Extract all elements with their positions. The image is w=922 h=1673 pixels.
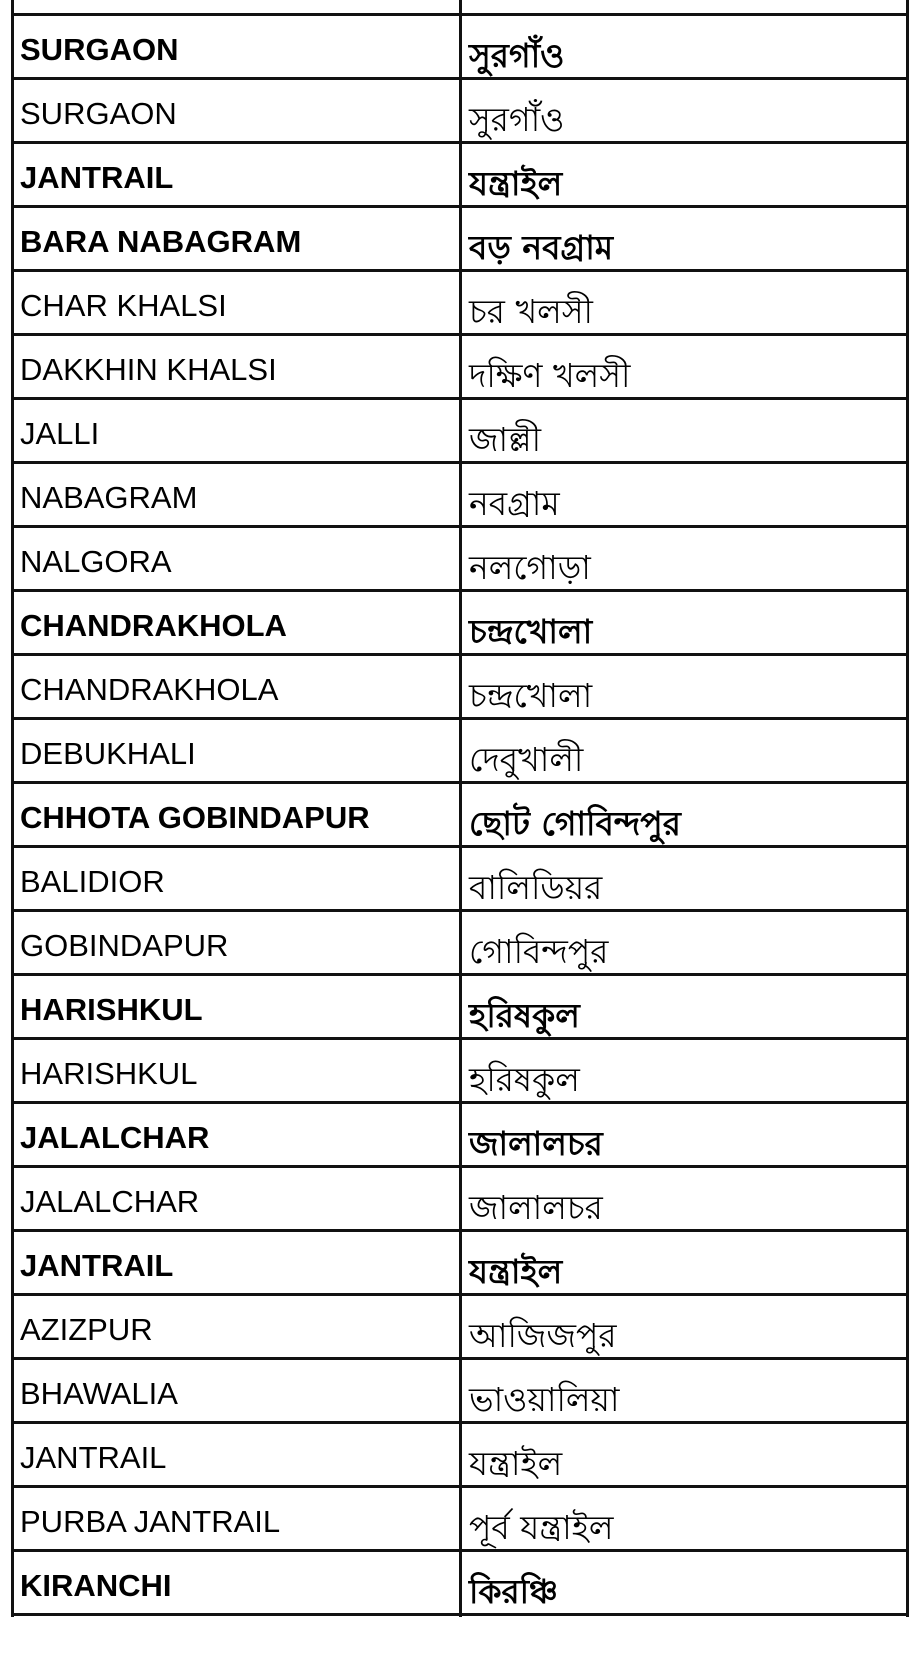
english-name-cell: HARISHKUL (20, 992, 203, 1027)
english-name-cell: NABAGRAM (20, 480, 198, 515)
english-name-cell: CHANDRAKHOLA (20, 608, 287, 643)
bengali-name-cell: বালিডিয়র (469, 868, 603, 907)
english-name-cell: CHANDRAKHOLA (20, 672, 279, 707)
bengali-name-cell: দেবুখালী (469, 740, 584, 779)
english-name-cell: SURGAON (20, 32, 179, 67)
english-name-cell: HARISHKUL (20, 1056, 198, 1091)
bengali-name-cell: ছোট গোবিন্দপুর (469, 804, 681, 843)
bengali-name-cell: চন্দ্রখোলা (469, 612, 593, 651)
bengali-name-cell: চর খলসী (469, 292, 593, 331)
english-name-cell: BALIDIOR (20, 864, 165, 899)
bengali-name-cell: গোবিন্দপুর (469, 932, 609, 971)
bengali-name-cell: পূর্ব যন্ত্রাইল (469, 1508, 614, 1547)
bengali-name-cell: কিরঞ্চি (469, 1572, 558, 1611)
english-name-cell: NALGORA (20, 544, 172, 579)
english-name-cell: KIRANCHI (20, 1568, 172, 1603)
english-name-cell: AZIZPUR (20, 1312, 153, 1347)
english-name-cell: JANTRAIL (20, 1440, 167, 1475)
english-name-cell: DAKKHIN KHALSI (20, 352, 277, 387)
english-name-cell: BARA NABAGRAM (20, 224, 302, 259)
english-name-cell: BHAWALIA (20, 1376, 178, 1411)
english-name-cell: JANTRAIL (20, 160, 174, 195)
bengali-name-cell: হরিষকুল (469, 996, 580, 1035)
table-left-border (11, 0, 14, 1617)
table-column-divider (459, 0, 462, 1617)
bengali-name-cell: জালালচর (469, 1124, 603, 1163)
bengali-name-cell: জাল্লী (469, 420, 542, 459)
english-name-cell: PURBA JANTRAIL (20, 1504, 281, 1539)
bengali-name-cell: হরিষকুল (469, 1060, 580, 1099)
bengali-name-cell: যন্ত্রাইল (469, 164, 563, 203)
bengali-name-cell: যন্ত্রাইল (469, 1252, 563, 1291)
bengali-name-cell: সুরগাঁও (469, 36, 565, 75)
bengali-name-cell: সুরগাঁও (469, 100, 565, 139)
english-name-cell: CHAR KHALSI (20, 288, 227, 323)
english-name-cell: JALALCHAR (20, 1120, 210, 1155)
english-name-cell: DEBUKHALI (20, 736, 196, 771)
english-name-cell: SURGAON (20, 96, 177, 131)
bengali-name-cell: নলগোড়া (469, 548, 591, 587)
english-name-cell: JALLI (20, 416, 100, 451)
bengali-name-cell: জালালচর (469, 1188, 603, 1227)
bengali-name-cell: বড় নবগ্রাম (469, 228, 614, 267)
english-name-cell: JANTRAIL (20, 1248, 174, 1283)
bengali-name-cell: যন্ত্রাইল (469, 1444, 563, 1483)
english-name-cell: GOBINDAPUR (20, 928, 229, 963)
bengali-name-cell: নবগ্রাম (469, 484, 560, 523)
bengali-name-cell: ভাওয়ালিয়া (469, 1380, 620, 1419)
english-name-cell: CHHOTA GOBINDAPUR (20, 800, 370, 835)
bengali-name-cell: আজিজপুর (469, 1316, 617, 1355)
bengali-name-cell: চন্দ্রখোলা (469, 676, 593, 715)
table-right-border (906, 0, 909, 1617)
english-name-cell: JALALCHAR (20, 1184, 200, 1219)
bengali-name-cell: দক্ষিণ খলসী (469, 356, 631, 395)
